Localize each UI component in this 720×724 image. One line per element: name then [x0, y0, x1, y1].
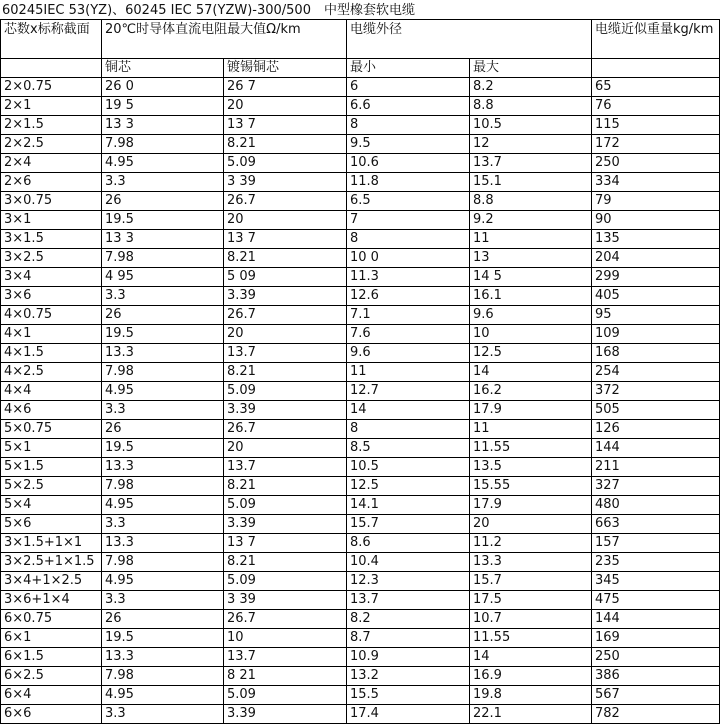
- cell-max-diameter: 13.5: [470, 458, 592, 477]
- table-row: [1, 211, 720, 230]
- table-row: [1, 629, 720, 648]
- cell-cores: 3×1.5: [1, 230, 102, 249]
- cell-min-diameter: 17.4: [347, 705, 470, 724]
- table-row: [1, 344, 720, 363]
- cell-weight: 386: [592, 667, 720, 686]
- cell-min-diameter: 10.4: [347, 553, 470, 572]
- cell-weight: 168: [592, 344, 720, 363]
- cell-copper-resistance: 26 0: [102, 78, 224, 97]
- cell-weight: 475: [592, 591, 720, 610]
- cell-copper-resistance: 4.95: [102, 154, 224, 173]
- cell-max-diameter: 17.5: [470, 591, 592, 610]
- cell-cores: 3×1: [1, 211, 102, 230]
- cell-min-diameter: 11.8: [347, 173, 470, 192]
- cell-copper-resistance: 7.98: [102, 667, 224, 686]
- table-row: [1, 382, 720, 401]
- table-row: [1, 648, 720, 667]
- cell-copper-resistance: 3.3: [102, 515, 224, 534]
- cell-min-diameter: 8.7: [347, 629, 470, 648]
- cell-weight: 65: [592, 78, 720, 97]
- cell-weight: 109: [592, 325, 720, 344]
- cell-tinned-resistance: 26.7: [224, 420, 347, 439]
- cell-cores: 5×4: [1, 496, 102, 515]
- cell-max-diameter: 16.9: [470, 667, 592, 686]
- cell-cores: 6×0.75: [1, 610, 102, 629]
- cell-copper-resistance: 4.95: [102, 496, 224, 515]
- table-row: [1, 173, 720, 192]
- table-row: [1, 477, 720, 496]
- cell-tinned-resistance: 3.39: [224, 401, 347, 420]
- cell-tinned-resistance: 5.09: [224, 496, 347, 515]
- cell-tinned-resistance: 5.09: [224, 686, 347, 705]
- table-row: [1, 515, 720, 534]
- cell-copper-resistance: 13.3: [102, 344, 224, 363]
- cell-min-diameter: 6.6: [347, 97, 470, 116]
- table-row: [1, 97, 720, 116]
- cell-weight: 172: [592, 135, 720, 154]
- cell-max-diameter: 9.2: [470, 211, 592, 230]
- cell-cores: 6×1.5: [1, 648, 102, 667]
- cell-max-diameter: 20: [470, 515, 592, 534]
- table-row: [1, 553, 720, 572]
- table-row: [1, 420, 720, 439]
- cell-tinned-resistance: 8.21: [224, 477, 347, 496]
- cell-cores: 4×0.75: [1, 306, 102, 325]
- cell-max-diameter: 13.7: [470, 154, 592, 173]
- cell-tinned-resistance: 5.09: [224, 154, 347, 173]
- cell-copper-resistance: 4.95: [102, 686, 224, 705]
- cell-tinned-resistance: 20: [224, 211, 347, 230]
- cell-weight: 95: [592, 306, 720, 325]
- cell-cores: 4×2.5: [1, 363, 102, 382]
- cell-min-diameter: 8.5: [347, 439, 470, 458]
- cell-weight: 135: [592, 230, 720, 249]
- cell-cores: 5×6: [1, 515, 102, 534]
- header-weight: 电缆近似重量kg/km: [592, 20, 720, 59]
- header-diameter: 电缆外径: [347, 20, 592, 59]
- cell-cores: 4×1.5: [1, 344, 102, 363]
- cell-weight: 663: [592, 515, 720, 534]
- table-row: [1, 591, 720, 610]
- cell-weight: 505: [592, 401, 720, 420]
- cell-min-diameter: 11.3: [347, 268, 470, 287]
- cell-min-diameter: 12.5: [347, 477, 470, 496]
- cell-max-diameter: 11: [470, 420, 592, 439]
- cell-weight: 144: [592, 610, 720, 629]
- cell-weight: 299: [592, 268, 720, 287]
- subheader-empty-a: [1, 59, 102, 78]
- cell-copper-resistance: 3.3: [102, 287, 224, 306]
- table-title: 60245IEC 53(YZ)、60245 IEC 57(YZW)-300/500 中型橡套软电缆: [2, 3, 415, 18]
- cell-cores: 3×0.75: [1, 192, 102, 211]
- cell-copper-resistance: 26: [102, 192, 224, 211]
- cell-min-diameter: 10.9: [347, 648, 470, 667]
- subheader-tinned-copper: 镀锡铜芯: [224, 59, 347, 78]
- cell-weight: 235: [592, 553, 720, 572]
- table-row: [1, 325, 720, 344]
- table-row: [1, 192, 720, 211]
- cell-max-diameter: 13: [470, 249, 592, 268]
- cell-min-diameter: 8: [347, 116, 470, 135]
- cell-weight: 405: [592, 287, 720, 306]
- cell-max-diameter: 14 5: [470, 268, 592, 287]
- cell-min-diameter: 8.6: [347, 534, 470, 553]
- cell-tinned-resistance: 8.21: [224, 363, 347, 382]
- cell-cores: 3×6+1×4: [1, 591, 102, 610]
- cell-cores: 2×1.5: [1, 116, 102, 135]
- cell-weight: 250: [592, 648, 720, 667]
- cell-max-diameter: 11: [470, 230, 592, 249]
- cell-min-diameter: 7.1: [347, 306, 470, 325]
- cell-copper-resistance: 3.3: [102, 401, 224, 420]
- cell-copper-resistance: 26: [102, 420, 224, 439]
- cell-tinned-resistance: 3 39: [224, 173, 347, 192]
- cell-min-diameter: 12.3: [347, 572, 470, 591]
- cell-weight: 169: [592, 629, 720, 648]
- cell-max-diameter: 13.3: [470, 553, 592, 572]
- cell-cores: 3×2.5+1×1.5: [1, 553, 102, 572]
- cell-min-diameter: 6: [347, 78, 470, 97]
- cell-tinned-resistance: 26 7: [224, 78, 347, 97]
- cell-cores: 5×0.75: [1, 420, 102, 439]
- cell-min-diameter: 13.7: [347, 591, 470, 610]
- cell-tinned-resistance: 5.09: [224, 572, 347, 591]
- table-row: [1, 116, 720, 135]
- cell-copper-resistance: 19.5: [102, 439, 224, 458]
- cell-tinned-resistance: 20: [224, 325, 347, 344]
- cell-min-diameter: 14.1: [347, 496, 470, 515]
- cell-copper-resistance: 13.3: [102, 534, 224, 553]
- table-row: [1, 230, 720, 249]
- cell-tinned-resistance: 8.21: [224, 249, 347, 268]
- cell-tinned-resistance: 3.39: [224, 515, 347, 534]
- cell-min-diameter: 9.6: [347, 344, 470, 363]
- cell-tinned-resistance: 8.21: [224, 135, 347, 154]
- table-row: [1, 135, 720, 154]
- cell-copper-resistance: 4.95: [102, 382, 224, 401]
- cell-tinned-resistance: 8 21: [224, 667, 347, 686]
- cell-copper-resistance: 13 3: [102, 230, 224, 249]
- cell-weight: 79: [592, 192, 720, 211]
- cell-weight: 90: [592, 211, 720, 230]
- cell-cores: 6×2.5: [1, 667, 102, 686]
- cell-max-diameter: 10.5: [470, 116, 592, 135]
- cell-min-diameter: 8: [347, 230, 470, 249]
- cell-weight: 157: [592, 534, 720, 553]
- cell-copper-resistance: 7.98: [102, 477, 224, 496]
- cell-max-diameter: 17.9: [470, 496, 592, 515]
- cell-min-diameter: 9.5: [347, 135, 470, 154]
- cell-tinned-resistance: 5.09: [224, 382, 347, 401]
- cell-max-diameter: 12.5: [470, 344, 592, 363]
- cell-weight: 327: [592, 477, 720, 496]
- cell-cores: 2×0.75: [1, 78, 102, 97]
- cell-tinned-resistance: 13.7: [224, 344, 347, 363]
- cell-cores: 5×2.5: [1, 477, 102, 496]
- table-row: [1, 249, 720, 268]
- cell-tinned-resistance: 26.7: [224, 306, 347, 325]
- cell-max-diameter: 8.8: [470, 97, 592, 116]
- cell-copper-resistance: 4 95: [102, 268, 224, 287]
- cell-weight: 782: [592, 705, 720, 724]
- cell-tinned-resistance: 20: [224, 97, 347, 116]
- cell-weight: 144: [592, 439, 720, 458]
- cell-tinned-resistance: 13 7: [224, 230, 347, 249]
- table-row: [1, 306, 720, 325]
- cell-max-diameter: 15.1: [470, 173, 592, 192]
- cell-weight: 76: [592, 97, 720, 116]
- table-row: [1, 705, 720, 724]
- cell-weight: 372: [592, 382, 720, 401]
- cell-max-diameter: 10: [470, 325, 592, 344]
- cell-tinned-resistance: 8.21: [224, 553, 347, 572]
- cell-cores: 3×2.5: [1, 249, 102, 268]
- table-row: [1, 363, 720, 382]
- cell-tinned-resistance: 13.7: [224, 648, 347, 667]
- cell-cores: 2×2.5: [1, 135, 102, 154]
- cell-max-diameter: 11.2: [470, 534, 592, 553]
- cell-max-diameter: 14: [470, 363, 592, 382]
- cell-copper-resistance: 7.98: [102, 249, 224, 268]
- subheader-max: 最大: [470, 59, 592, 78]
- cell-cores: 6×1: [1, 629, 102, 648]
- cell-min-diameter: 14: [347, 401, 470, 420]
- table-row: [1, 287, 720, 306]
- cell-min-diameter: 10 0: [347, 249, 470, 268]
- cell-max-diameter: 8.8: [470, 192, 592, 211]
- cell-cores: 5×1.5: [1, 458, 102, 477]
- cell-cores: 4×4: [1, 382, 102, 401]
- cell-tinned-resistance: 13 7: [224, 116, 347, 135]
- cell-max-diameter: 19.8: [470, 686, 592, 705]
- cell-weight: 126: [592, 420, 720, 439]
- cell-tinned-resistance: 26.7: [224, 610, 347, 629]
- cell-copper-resistance: 26: [102, 306, 224, 325]
- cell-copper-resistance: 3.3: [102, 173, 224, 192]
- cell-min-diameter: 12.7: [347, 382, 470, 401]
- cell-copper-resistance: 13 3: [102, 116, 224, 135]
- subheader-min: 最小: [347, 59, 470, 78]
- cell-weight: 254: [592, 363, 720, 382]
- cell-copper-resistance: 3.3: [102, 591, 224, 610]
- cell-tinned-resistance: 26.7: [224, 192, 347, 211]
- cell-min-diameter: 15.7: [347, 515, 470, 534]
- cell-cores: 2×1: [1, 97, 102, 116]
- subheader-copper: 铜芯: [102, 59, 224, 78]
- cell-min-diameter: 7: [347, 211, 470, 230]
- cell-tinned-resistance: 13.7: [224, 458, 347, 477]
- cell-min-diameter: 15.5: [347, 686, 470, 705]
- cell-tinned-resistance: 3.39: [224, 705, 347, 724]
- cell-max-diameter: 14: [470, 648, 592, 667]
- cell-max-diameter: 15.7: [470, 572, 592, 591]
- cell-min-diameter: 8: [347, 420, 470, 439]
- cell-cores: 4×1: [1, 325, 102, 344]
- cell-max-diameter: 17.9: [470, 401, 592, 420]
- cell-max-diameter: 8.2: [470, 78, 592, 97]
- subheader-empty-b: [592, 59, 720, 78]
- cell-copper-resistance: 13.3: [102, 458, 224, 477]
- cell-weight: 334: [592, 173, 720, 192]
- table-row: [1, 78, 720, 97]
- cell-copper-resistance: 13.3: [102, 648, 224, 667]
- cell-copper-resistance: 26: [102, 610, 224, 629]
- table-row: [1, 496, 720, 515]
- table-row: [1, 572, 720, 591]
- cell-cores: 5×1: [1, 439, 102, 458]
- cell-max-diameter: 12: [470, 135, 592, 154]
- cell-copper-resistance: 19.5: [102, 325, 224, 344]
- cell-cores: 3×1.5+1×1: [1, 534, 102, 553]
- cell-max-diameter: 11.55: [470, 629, 592, 648]
- table-row: [1, 686, 720, 705]
- cell-max-diameter: 22.1: [470, 705, 592, 724]
- cell-copper-resistance: 7.98: [102, 553, 224, 572]
- cell-cores: 3×4: [1, 268, 102, 287]
- cell-copper-resistance: 3.3: [102, 705, 224, 724]
- cell-min-diameter: 10.5: [347, 458, 470, 477]
- table-row: [1, 268, 720, 287]
- cell-copper-resistance: 19 5: [102, 97, 224, 116]
- table-row: [1, 154, 720, 173]
- cell-min-diameter: 6.5: [347, 192, 470, 211]
- cell-tinned-resistance: 13 7: [224, 534, 347, 553]
- cell-min-diameter: 12.6: [347, 287, 470, 306]
- cell-weight: 204: [592, 249, 720, 268]
- cell-min-diameter: 7.6: [347, 325, 470, 344]
- cell-copper-resistance: 19.5: [102, 211, 224, 230]
- cell-cores: 6×4: [1, 686, 102, 705]
- cell-min-diameter: 10.6: [347, 154, 470, 173]
- cell-cores: 3×4+1×2.5: [1, 572, 102, 591]
- cable-spec-table: [0, 19, 720, 724]
- cell-min-diameter: 13.2: [347, 667, 470, 686]
- table-row: [1, 534, 720, 553]
- table-row: [1, 458, 720, 477]
- cell-weight: 480: [592, 496, 720, 515]
- cell-weight: 345: [592, 572, 720, 591]
- cell-tinned-resistance: 20: [224, 439, 347, 458]
- cell-max-diameter: 15.55: [470, 477, 592, 496]
- table-row: [1, 401, 720, 420]
- cell-weight: 567: [592, 686, 720, 705]
- cell-cores: 4×6: [1, 401, 102, 420]
- cell-tinned-resistance: 10: [224, 629, 347, 648]
- cell-cores: 6×6: [1, 705, 102, 724]
- cell-tinned-resistance: 3.39: [224, 287, 347, 306]
- cell-min-diameter: 8.2: [347, 610, 470, 629]
- cell-copper-resistance: 19.5: [102, 629, 224, 648]
- cell-max-diameter: 9.6: [470, 306, 592, 325]
- cell-max-diameter: 11.55: [470, 439, 592, 458]
- cell-cores: 3×6: [1, 287, 102, 306]
- cell-weight: 211: [592, 458, 720, 477]
- cell-weight: 115: [592, 116, 720, 135]
- cell-weight: 250: [592, 154, 720, 173]
- table-row: [1, 439, 720, 458]
- cell-cores: 2×6: [1, 173, 102, 192]
- header-resistance: 20℃时导体直流电阻最大值Ω/km: [102, 20, 347, 59]
- cell-tinned-resistance: 3 39: [224, 591, 347, 610]
- cell-max-diameter: 16.2: [470, 382, 592, 401]
- table-row: [1, 610, 720, 629]
- cell-copper-resistance: 7.98: [102, 363, 224, 382]
- cell-tinned-resistance: 5 09: [224, 268, 347, 287]
- header-cores: 芯数x标称截面: [1, 20, 102, 59]
- cell-max-diameter: 10.7: [470, 610, 592, 629]
- cell-min-diameter: 11: [347, 363, 470, 382]
- cell-copper-resistance: 4.95: [102, 572, 224, 591]
- table-row: [1, 667, 720, 686]
- cell-copper-resistance: 7.98: [102, 135, 224, 154]
- cell-cores: 2×4: [1, 154, 102, 173]
- cell-max-diameter: 16.1: [470, 287, 592, 306]
